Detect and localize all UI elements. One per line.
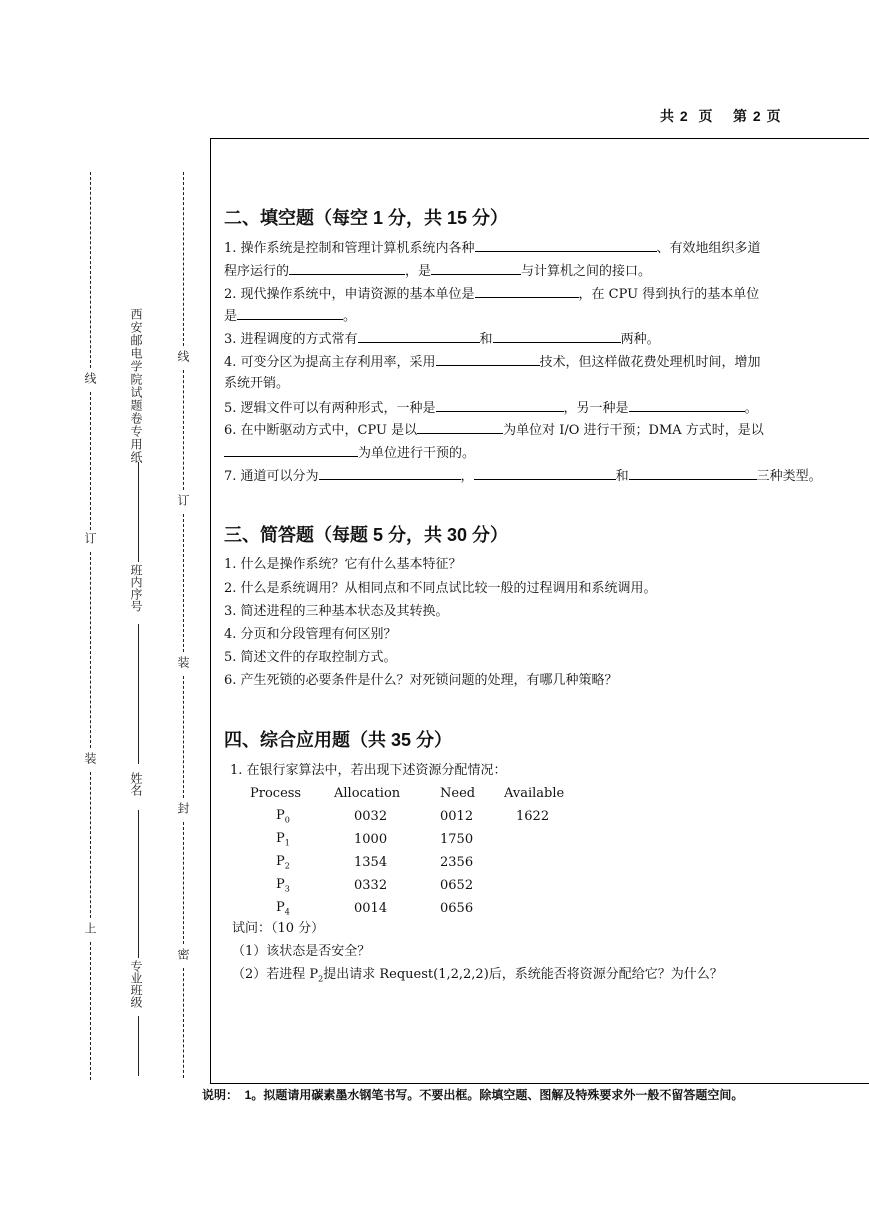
- class-seq-line: [138, 624, 139, 764]
- col-header: Process: [250, 786, 302, 801]
- answer-blank[interactable]: [475, 284, 579, 298]
- answer-blank[interactable]: [431, 261, 521, 275]
- answer-blank[interactable]: [237, 306, 343, 320]
- short-answer-q2: 2. 什么是系统调用？从相同点和不同点试比较一般的过程调用和系统调用。: [224, 581, 657, 596]
- outer-dashed-line: [90, 552, 91, 748]
- question-ask: 试问：（10 分）: [232, 921, 325, 936]
- answer-blank[interactable]: [289, 261, 405, 275]
- binding-label-shang: 上: [83, 922, 97, 934]
- class-seq-label: 班内序号: [129, 564, 143, 612]
- inner-label-feng: 封: [176, 802, 190, 814]
- short-answer-q4: 4. 分页和分段管理有何区别？: [224, 627, 397, 642]
- fill-q4-cont: 系统开销。: [224, 376, 290, 391]
- short-answer-q5: 5. 简述文件的存取控制方式。: [224, 650, 397, 665]
- answer-blank[interactable]: [629, 398, 745, 412]
- answer-blank[interactable]: [475, 238, 657, 252]
- outer-dashed-line: [90, 392, 91, 530]
- col-header: Allocation: [334, 786, 401, 801]
- short-answer-q6: 6. 产生死锁的必要条件是什么？对死锁问题的处理，有哪几种策略？: [224, 673, 618, 688]
- major-class-label: 专业班级: [129, 960, 143, 1008]
- inner-dashed-line: [183, 172, 184, 346]
- binding-label-ding: 订: [83, 532, 97, 544]
- school-paper-line: [138, 462, 139, 562]
- outer-dashed-line: [90, 942, 91, 1080]
- bankers-intro: 1. 在银行家算法中，若出现下述资源分配情况：: [230, 763, 507, 778]
- inner-label-mi: 密: [176, 948, 190, 960]
- answer-blank[interactable]: [629, 466, 757, 480]
- inner-label-ding: 订: [176, 494, 190, 506]
- major-class-line: [138, 1016, 139, 1076]
- binding-label-xian: 线: [83, 372, 97, 384]
- answer-blank[interactable]: [436, 398, 564, 412]
- table-row: $P_0$ 0032 0012 1622: [276, 808, 550, 825]
- footer-note: 说明： 1。拟题请用碳素墨水钢笔书写。不要出框。除填空题、图解及特殊要求外一般不留答题空间。: [202, 1088, 744, 1102]
- fill-q2: 2. 现代操作系统中，申请资源的基本单位是 ，在 CPU 得到执行的基本单位: [224, 284, 759, 304]
- fill-q2-cont: 是 。: [224, 306, 356, 326]
- inner-dashed-line: [183, 676, 184, 798]
- table-row: $P_4$ 0014 0656: [276, 900, 474, 917]
- answer-blank[interactable]: [224, 443, 358, 457]
- table-row: $P_1$ 1000 1750: [276, 831, 474, 848]
- answer-blank[interactable]: [319, 466, 461, 480]
- inner-dashed-line: [183, 822, 184, 944]
- page-counter: 共 2 页 第 2 页: [660, 108, 782, 124]
- inner-dashed-line: [183, 370, 184, 490]
- outer-dashed-line: [90, 772, 91, 918]
- col-header: Need: [440, 786, 476, 801]
- inner-label-zhuang: 装: [176, 656, 190, 668]
- bankers-table: [250, 782, 594, 920]
- inner-dashed-line: [183, 514, 184, 652]
- section2-title: 二、填空题（每空 1 分，共 15 分）: [224, 208, 509, 228]
- answer-blank[interactable]: [474, 466, 616, 480]
- short-answer-q3: 3. 简述进程的三种基本状态及其转换。: [224, 604, 449, 619]
- binding-label-zhuang: 装: [83, 752, 97, 764]
- table-row: $P_2$ 1354 2356: [276, 854, 474, 871]
- table-row: $P_3$ 0332 0652: [276, 877, 474, 894]
- outer-dashed-line: [90, 172, 91, 368]
- fill-q6: 6. 在中断驱动方式中，CPU 是以 为单位对 I/O 进行干预；DMA 方式时，是以: [224, 420, 764, 440]
- section4-title: 四、综合应用题（共 35 分）: [224, 730, 453, 750]
- answer-blank[interactable]: [358, 329, 480, 343]
- fill-q6-cont: 为单位进行干预的。: [224, 443, 475, 463]
- table-header-row: [250, 782, 594, 805]
- fill-q5: 5. 逻辑文件可以有两种形式，一种是 ，另一种是 。: [224, 398, 758, 418]
- fill-q7: 7. 通道可以分为 ， 和 三种类型。: [224, 466, 822, 486]
- sub-question-2: （2）若进程 $P_2$提出请求 Request(1,2,2,2)后，系统能否将资源分配给它？为什么？: [232, 967, 723, 984]
- section3-title: 三、简答题（每题 5 分，共 30 分）: [224, 525, 509, 545]
- answer-blank[interactable]: [417, 420, 503, 434]
- fill-q4: 4. 可变分区为提高主存利用率，采用 技术，但这样做花费处理机时间，增加: [224, 352, 761, 372]
- name-label: 姓名: [129, 772, 143, 796]
- name-line: [138, 810, 139, 958]
- inner-label-xian: 线: [176, 350, 190, 362]
- inner-dashed-line: [183, 968, 184, 1078]
- fill-q1: 1. 操作系统是控制和管理计算机系统内各种 、有效地组织多道: [224, 238, 761, 258]
- short-answer-q1: 1. 什么是操作系统？它有什么基本特征？: [224, 557, 462, 572]
- school-paper-label: 西安邮电学院试题卷专用纸: [129, 308, 143, 464]
- answer-blank[interactable]: [493, 329, 621, 343]
- sub-question-1: （1）该状态是否安全？: [232, 944, 371, 959]
- answer-blank[interactable]: [436, 352, 540, 366]
- col-header: Available: [504, 786, 565, 801]
- fill-q3: 3. 进程调度的方式常有 和 两种。: [224, 329, 660, 349]
- fill-q1-cont: 程序运行的 ，是 与计算机之间的接口。: [224, 261, 651, 281]
